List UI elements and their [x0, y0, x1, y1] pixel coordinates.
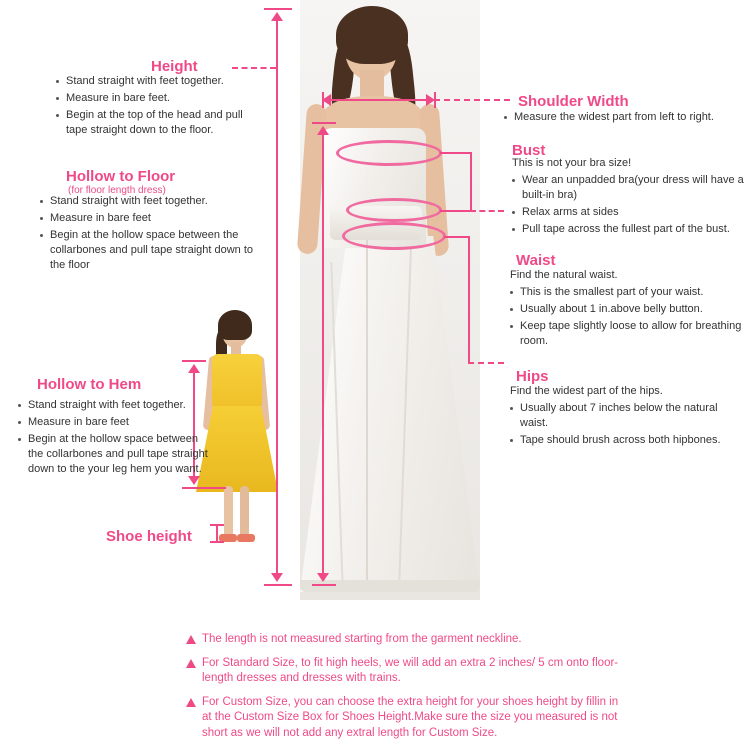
list-item: Tape should brush across both hipbones.: [510, 433, 744, 448]
hollow-to-floor-line: [322, 134, 324, 574]
list-item: Stand straight with feet together.: [56, 74, 266, 89]
label-shoe-height: Shoe height: [106, 528, 192, 545]
hips-subnote: Find the widest part of the hips.: [510, 385, 663, 397]
hollow-hem-top-tick: [182, 360, 206, 362]
list-item: Stand straight with feet together.: [40, 194, 262, 209]
mini-model-shoe-right: [237, 534, 255, 542]
hips-band: [342, 222, 446, 250]
hips-leader-dash: [468, 362, 504, 364]
waist-subnote: Find the natural waist.: [510, 269, 618, 281]
hollow-hem-foot-leader: [206, 487, 226, 489]
list-item: Usually about 7 inches below the natural waist.: [510, 401, 744, 431]
label-height: Height: [151, 58, 198, 75]
hollow-floor-bottom-tick: [312, 584, 336, 586]
waist-leader: [440, 210, 472, 212]
list-item: Measure the widest part from left to right.: [504, 110, 744, 125]
model-hair: [336, 6, 408, 64]
list-item: Begin at the hollow space between the collarbones and pull tape straight down to the floor: [40, 228, 262, 273]
bust-leader-dash: [470, 210, 504, 212]
height-arrow-bottom: [271, 573, 283, 582]
mini-model-hair: [218, 310, 252, 340]
hips-leader-vert: [468, 236, 470, 362]
mini-model-leg-right: [240, 486, 249, 540]
bust-leader: [440, 152, 472, 154]
note-text: The length is not measured starting from the garment neckline.: [202, 633, 522, 645]
shoe-height-bottom-tick: [210, 541, 224, 543]
triangle-icon: [186, 635, 196, 644]
bullets-bust: [512, 156, 744, 239]
bullets-hollow-to-hem: [18, 398, 208, 479]
label-waist: Waist: [516, 252, 556, 269]
gown-fold: [366, 240, 368, 588]
note-item: [186, 632, 626, 648]
list-item: This is the smallest part of your waist.: [510, 285, 746, 300]
list-item: Measure in bare feet: [40, 211, 262, 226]
bullets-shoulder-width: [504, 110, 744, 127]
list-item: Begin at the hollow space between the collarbones and pull tape straight down to the your leg hem you want.: [18, 432, 208, 477]
label-bust: Bust: [512, 142, 546, 159]
list-item: Measure in bare feet.: [56, 91, 266, 106]
list-item: Begin at the top of the head and pull tape straight down to the floor.: [56, 108, 266, 138]
shoulder-width-line: [330, 99, 428, 101]
label-shoulder-width: Shoulder Width: [518, 93, 629, 110]
list-item: Usually about 1 in.above belly button.: [510, 302, 746, 317]
height-leader: [232, 67, 276, 69]
list-item: Measure in bare feet: [18, 415, 208, 430]
note-item: [186, 656, 626, 687]
note-item: [186, 695, 626, 742]
mini-dress-bodice: [212, 354, 262, 406]
footer-notes: [186, 632, 626, 749]
shoe-height-line: [216, 524, 218, 542]
hips-leader: [444, 236, 470, 238]
list-item: Pull tape across the fullest part of the bust.: [512, 222, 744, 237]
list-item: Stand straight with feet together.: [18, 398, 208, 413]
bust-subnote: This is not your bra size!: [512, 157, 632, 169]
bullets-hips: [510, 384, 744, 450]
shoe-height-top-tick: [210, 524, 224, 526]
bullets-hollow-to-floor: [40, 194, 262, 275]
hollow-floor-arrow-bottom: [317, 573, 329, 582]
label-hollow-to-hem: Hollow to Hem: [37, 376, 142, 393]
note-text: For Custom Size, you can choose the extra height for your shoes height by fillin in at the Custom Size Box for Shoes Height.Make sure the size you measured is not short as we will not add any extral length for Custom Size.: [202, 695, 619, 739]
triangle-icon: [186, 659, 196, 668]
mini-model-leg-left: [224, 486, 233, 540]
list-item: Keep tape slightly loose to allow for breathing room.: [510, 319, 746, 349]
note-text: For Standard Size, to fit high heels, we will add an extra 2 inches/ 5 cm onto floor-length dresses and dresses with trains.: [202, 656, 619, 684]
bust-leader-vert: [470, 152, 472, 210]
bullets-height: [56, 74, 266, 140]
list-item: Wear an unpadded bra(your dress will have a built-in bra): [512, 173, 744, 203]
bust-band: [336, 140, 442, 166]
height-top-tick: [264, 8, 292, 10]
height-bottom-tick: [264, 584, 292, 586]
waist-band: [346, 198, 442, 222]
list-item: Relax arms at sides: [512, 205, 744, 220]
sublabel-hollow-to-floor: (for floor length dress): [68, 185, 166, 196]
triangle-icon: [186, 698, 196, 707]
shoulder-leader: [434, 99, 510, 101]
hollow-hem-bottom-tick: [182, 487, 206, 489]
bullets-waist: [510, 268, 746, 351]
height-line: [276, 20, 278, 574]
hollow-floor-top-tick: [312, 122, 336, 124]
label-hollow-to-floor: Hollow to Floor: [66, 168, 176, 185]
label-hips: Hips: [516, 368, 549, 385]
